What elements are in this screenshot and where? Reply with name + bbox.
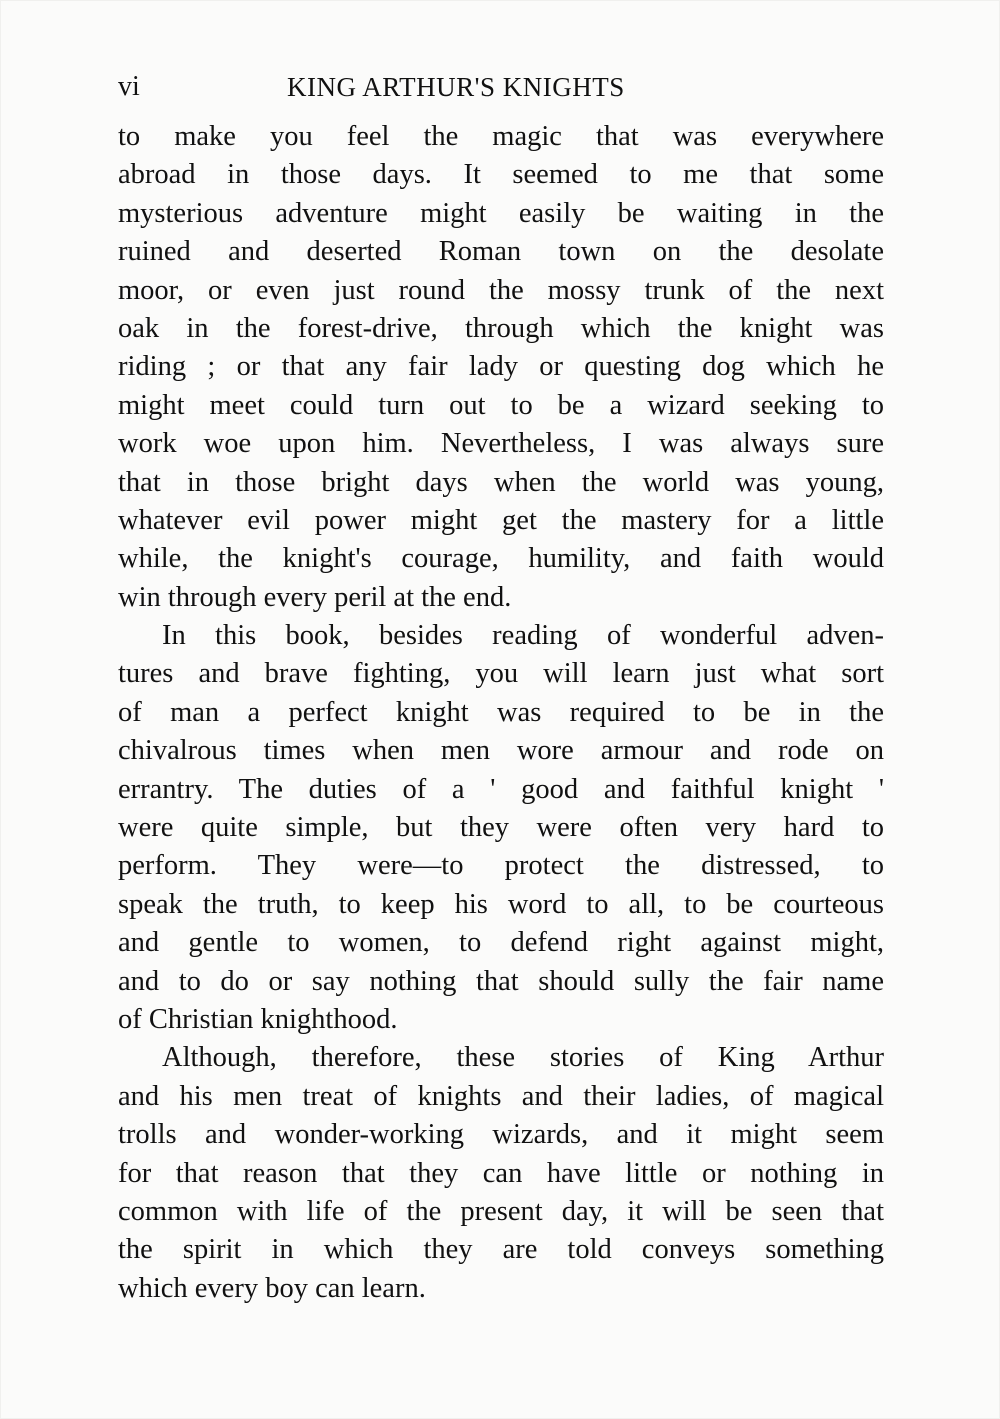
text-line: work woe upon him. Nevertheless, I was always sure	[118, 428, 884, 460]
text-line: abroad in those days. It seemed to me that some	[118, 159, 884, 191]
text-line: that in those bright days when the world was young,	[118, 466, 884, 498]
text-line: and his men treat of knights and their ladies, of magical	[118, 1080, 884, 1112]
text-line: win through every peril at the end.	[118, 581, 512, 613]
text-line: for that reason that they can have little or nothing in	[118, 1157, 884, 1189]
page-number: vi	[118, 71, 140, 102]
text-line: which every boy can learn.	[118, 1272, 426, 1304]
text-line: ruined and deserted Roman town on the desolate	[118, 236, 884, 268]
text-line: were quite simple, but they were often very hard to	[118, 812, 884, 844]
text-line: trolls and wonder-working wizards, and it might seem	[118, 1119, 884, 1151]
text-line: common with life of the present day, it will be seen that	[118, 1195, 884, 1227]
text-line: the spirit in which they are told conveys something	[118, 1234, 884, 1266]
text-line: riding ; or that any fair lady or questing dog which he	[118, 351, 884, 383]
text-line: errantry. The duties of a ' good and faithful knight '	[118, 773, 884, 805]
text-line: whatever evil power might get the mastery for a little	[118, 504, 884, 536]
body-text	[118, 118, 884, 1308]
text-line: tures and brave fighting, you will learn just what sort	[118, 658, 884, 690]
text-line: oak in the forest-drive, through which the knight was	[118, 312, 884, 344]
text-line: while, the knight's courage, humility, and faith would	[118, 543, 884, 575]
text-line: to make you feel the magic that was everywhere	[118, 121, 884, 152]
text-line: and to do or say nothing that should sully the fair name	[118, 965, 884, 997]
page-header	[118, 67, 884, 107]
text-line: might meet could turn out to be a wizard seeking to	[118, 389, 884, 421]
text-line: perform. They were—to protect the distressed, to	[118, 850, 884, 882]
text-line: moor, or even just round the mossy trunk of the next	[118, 274, 884, 306]
text-line: chivalrous times when men wore armour and rode on	[118, 735, 884, 767]
text-line: mysterious adventure might easily be waiting in the	[118, 197, 884, 229]
text-line: of man a perfect knight was required to be in the	[118, 696, 884, 728]
text-line: In this book, besides reading of wonderful adven-	[162, 620, 884, 652]
text-line: speak the truth, to keep his word to all, to be courteous	[118, 888, 884, 920]
running-head-title: KING ARTHUR'S KNIGHTS	[287, 72, 625, 102]
text-line: of Christian knighthood.	[118, 1003, 398, 1035]
text-line: Although, therefore, these stories of King Arthur	[162, 1042, 884, 1074]
text-line: and gentle to women, to defend right against might,	[118, 927, 884, 959]
